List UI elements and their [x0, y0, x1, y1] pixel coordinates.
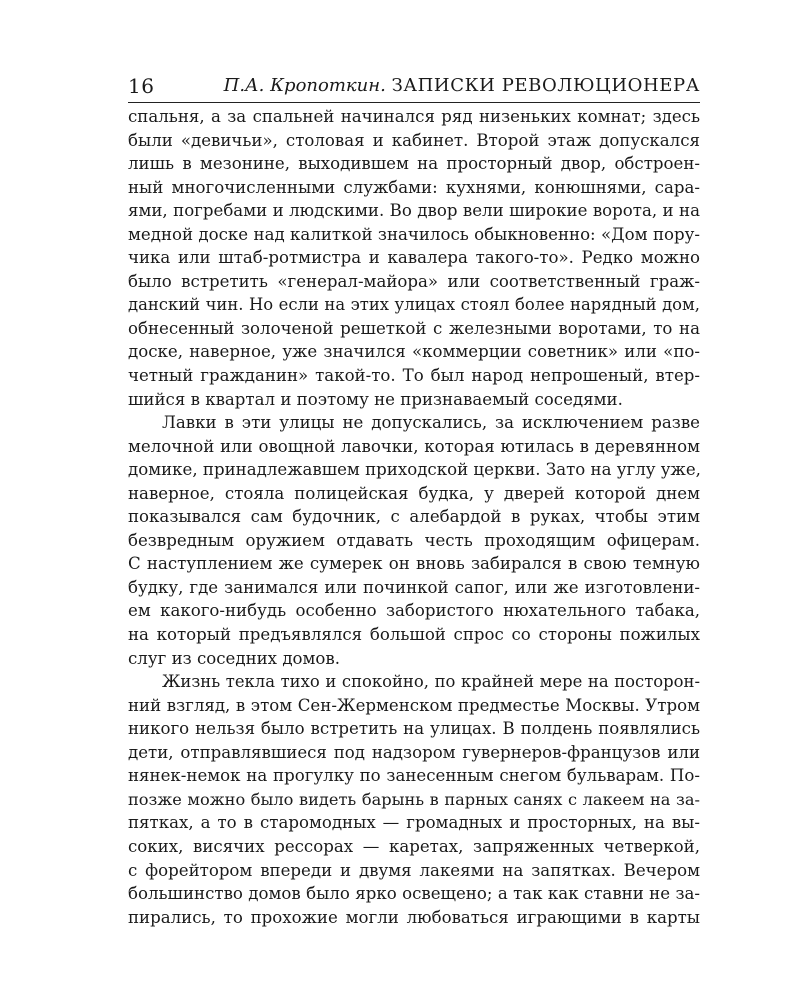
text-line: спальня, а за спальней начинался ряд низеньких комнат; здесь	[128, 107, 700, 126]
body-text	[128, 105, 700, 929]
text-line: большинство домов было ярко освещено; а так как ставни не за-	[128, 884, 700, 904]
text-line: на который предъявлялся большой спрос со стороны пожилых	[128, 625, 700, 645]
running-header	[128, 72, 700, 103]
text-line: ный многочисленными службами: кухнями, конюшнями, сара-	[128, 177, 700, 197]
text-line: пятках, а то в старомодных — громадных и просторных, на вы-	[128, 813, 700, 833]
text-line: были «девичьи», столовая и кабинет. Второй этаж допускался	[128, 130, 700, 150]
text-line: Лавки в эти улицы не допускались, за исключением разве	[162, 413, 700, 433]
text-line: дети, отправлявшиеся под надзором гувернеров-французов или	[128, 742, 700, 762]
paragraph	[128, 105, 700, 411]
text-line: пирались, то прохожие могли любоваться играющими в карты	[128, 907, 700, 927]
text-line: Жизнь текла тихо и спокойно, по крайней мере на посторон-	[162, 672, 700, 692]
text-line: соких, висячих рессорах — каретах, запряженных четверкой,	[128, 836, 700, 856]
text-line: лишь в мезонине, выходившем на просторный двор, обстроен-	[128, 154, 700, 174]
text-line: будку, где занимался или починкой сапог, или же изготовлени-	[128, 577, 700, 597]
page-number: 16	[128, 74, 155, 98]
text-line: чика или штаб-ротмистра и кавалера такого-то». Редко можно	[128, 248, 700, 268]
running-head-author: П.А. Кропоткин.	[223, 75, 386, 96]
text-line: слуг из соседних домов.	[128, 648, 341, 668]
text-line: данский чин. Но если на этих улицах стоял более нарядный дом,	[128, 295, 700, 315]
running-head-title: ЗАПИСКИ РЕВОЛЮЦИОНЕРА	[391, 75, 700, 96]
text-line: шийся в квартал и поэтому не признаваемый соседями.	[128, 389, 623, 409]
text-line: обнесенный золоченой решеткой с железными воротами, то на	[128, 318, 700, 338]
text-line: безвредным оружием отдавать честь проходящим офицерам.	[128, 530, 700, 550]
running-head	[224, 75, 700, 96]
text-line: показывался сам будочник, с алебардой в руках, чтобы этим	[128, 507, 700, 527]
paragraph	[128, 670, 700, 929]
text-line: медной доске над калиткой значилось обыкновенно: «Дом пору-	[128, 224, 700, 244]
text-line: наверное, стояла полицейская будка, у дверей которой днем	[128, 483, 700, 503]
text-line: доске, наверное, уже значился «коммерции советник» или «по-	[128, 342, 700, 362]
text-line: позже можно было видеть барынь в парных санях с лакеем на за-	[128, 789, 700, 809]
text-line: нянек-немок на прогулку по занесенным снегом бульварам. По-	[128, 766, 700, 786]
paragraph	[128, 411, 700, 670]
text-line: ями, погребами и людскими. Во двор вели широкие ворота, и на	[128, 201, 700, 221]
text-line: С наступлением же сумерек он вновь забирался в свою темную	[128, 554, 700, 574]
text-line: четный гражданин» такой-то. То был народ непрошеный, втер-	[128, 366, 700, 386]
text-line: с форейтором впереди и двумя лакеями на запятках. Вечером	[128, 860, 700, 880]
text-line: ем какого-нибудь особенно забористого нюхательного табака,	[128, 601, 700, 621]
text-line: никого нельзя было встретить на улицах. В полдень появлялись	[128, 719, 700, 739]
text-line: было встретить «генерал-майора» или соответственный граж-	[128, 271, 700, 291]
text-line: ний взгляд, в этом Сен-Жерменском предместье Москвы. Утром	[128, 695, 700, 715]
text-line: мелочной или овощной лавочки, которая ютилась в деревянном	[128, 436, 700, 456]
text-line: домике, принадлежавшем приходской церкви. Зато на углу уже,	[128, 460, 701, 480]
